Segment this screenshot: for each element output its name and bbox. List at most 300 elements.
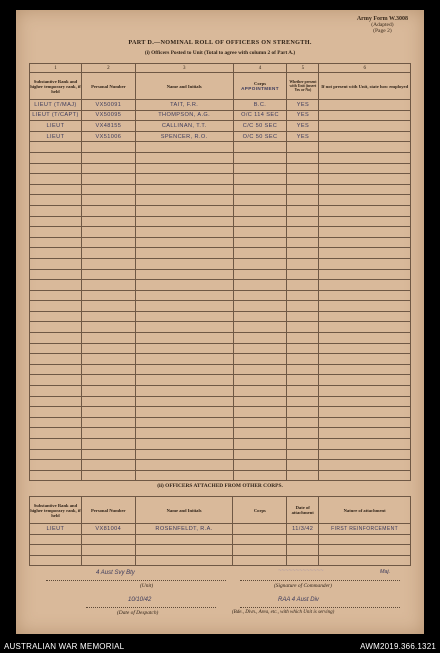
table-cell bbox=[287, 248, 319, 259]
signature-stamp: ~~~~~~~~~~~~~ bbox=[278, 568, 324, 574]
table-cell bbox=[30, 163, 82, 174]
column-number: 2 bbox=[81, 64, 135, 73]
column-header: Whether present with Unit (insert Yes or No) bbox=[287, 73, 319, 100]
table-cell bbox=[319, 396, 411, 407]
table-cell bbox=[319, 227, 411, 238]
table-row bbox=[30, 195, 411, 206]
table-row bbox=[30, 460, 411, 471]
table-cell bbox=[135, 142, 233, 153]
table-row bbox=[30, 396, 411, 407]
cell-value: 11/3/42 bbox=[292, 525, 314, 532]
table-row bbox=[30, 545, 411, 556]
column-header bbox=[233, 73, 287, 100]
table-cell bbox=[135, 195, 233, 206]
column-header: Name and Initials bbox=[135, 73, 233, 100]
table-cell bbox=[319, 439, 411, 450]
header-row bbox=[30, 497, 411, 524]
table-cell bbox=[81, 152, 135, 163]
table-row bbox=[30, 227, 411, 238]
table-cell bbox=[135, 100, 233, 111]
cell-value: LIEUT (T/CAPT) bbox=[32, 112, 79, 119]
table-cell bbox=[287, 439, 319, 450]
table-cell bbox=[287, 545, 319, 556]
table-cell bbox=[30, 545, 82, 556]
table-cell bbox=[319, 248, 411, 259]
table-cell bbox=[135, 439, 233, 450]
table-cell bbox=[30, 269, 82, 280]
table-cell bbox=[81, 269, 135, 280]
table-cell bbox=[81, 163, 135, 174]
table-cell bbox=[287, 449, 319, 460]
table-cell bbox=[233, 470, 287, 481]
table-cell bbox=[233, 290, 287, 301]
column-header: Personal Number bbox=[81, 497, 135, 524]
table-cell bbox=[30, 311, 82, 322]
table-cell bbox=[319, 311, 411, 322]
table-cell bbox=[135, 428, 233, 439]
table-cell bbox=[30, 524, 82, 535]
table-cell bbox=[30, 322, 82, 333]
unit-value: 4 Aust Svy Bty bbox=[96, 570, 135, 576]
bde-label: (Bde., Divn., Area, etc., with which Unit is serving) bbox=[232, 610, 335, 615]
table-cell bbox=[30, 205, 82, 216]
signature-rank: Maj. bbox=[380, 569, 391, 575]
table-cell bbox=[233, 248, 287, 259]
table-cell bbox=[287, 386, 319, 397]
table-cell bbox=[30, 248, 82, 259]
table-cell bbox=[81, 248, 135, 259]
table-cell bbox=[287, 227, 319, 238]
table-row bbox=[30, 343, 411, 354]
table-cell bbox=[233, 195, 287, 206]
table-cell bbox=[319, 290, 411, 301]
table-cell bbox=[135, 524, 233, 535]
table-cell bbox=[81, 470, 135, 481]
table-cell bbox=[319, 333, 411, 344]
table-cell bbox=[287, 142, 319, 153]
table-cell bbox=[135, 237, 233, 248]
table-cell bbox=[81, 364, 135, 375]
table-cell bbox=[287, 195, 319, 206]
table-cell bbox=[135, 333, 233, 344]
table-row bbox=[30, 354, 411, 365]
table-cell bbox=[233, 110, 287, 121]
table-cell bbox=[135, 163, 233, 174]
table-cell bbox=[135, 555, 233, 566]
cell-value: LIEUT bbox=[46, 122, 65, 129]
part-title: PART D.—NOMINAL ROLL OF OFFICERS ON STRENGTH. bbox=[128, 39, 312, 46]
table-cell bbox=[81, 100, 135, 111]
table-cell bbox=[319, 131, 411, 142]
form-page: (Page 2) bbox=[373, 28, 392, 35]
table-cell bbox=[287, 131, 319, 142]
table-cell bbox=[135, 280, 233, 291]
table-row bbox=[30, 269, 411, 280]
table-cell bbox=[81, 555, 135, 566]
column-header: Nature of attachment bbox=[319, 497, 411, 524]
table-cell bbox=[30, 195, 82, 206]
cell-value: O/C 50 SEC bbox=[242, 133, 278, 140]
table-cell bbox=[81, 386, 135, 397]
table-row bbox=[30, 534, 411, 545]
table-cell bbox=[135, 248, 233, 259]
table-cell bbox=[287, 121, 319, 132]
table-cell bbox=[233, 142, 287, 153]
table-cell bbox=[81, 417, 135, 428]
table-cell bbox=[319, 216, 411, 227]
column-header: If not present with Unit, state how employed bbox=[319, 73, 411, 100]
table-cell bbox=[135, 322, 233, 333]
date-label: (Date of Despatch) bbox=[117, 610, 159, 616]
table-row bbox=[30, 237, 411, 248]
table-cell bbox=[233, 258, 287, 269]
table-cell bbox=[81, 428, 135, 439]
table-cell bbox=[81, 110, 135, 121]
table-cell bbox=[319, 375, 411, 386]
table-cell bbox=[319, 184, 411, 195]
table-cell bbox=[30, 449, 82, 460]
table-cell bbox=[233, 364, 287, 375]
table-cell bbox=[135, 386, 233, 397]
table-cell bbox=[30, 152, 82, 163]
table-cell bbox=[30, 407, 82, 418]
table-cell bbox=[319, 343, 411, 354]
cell-value: VX51006 bbox=[95, 133, 122, 140]
table-cell bbox=[319, 100, 411, 111]
table-cell bbox=[30, 110, 82, 121]
table-row bbox=[30, 110, 411, 121]
table-cell bbox=[319, 195, 411, 206]
table-cell bbox=[287, 460, 319, 471]
table-cell bbox=[135, 301, 233, 312]
date-line bbox=[86, 607, 216, 608]
table-cell bbox=[287, 343, 319, 354]
table-cell bbox=[233, 237, 287, 248]
table-cell bbox=[319, 470, 411, 481]
column-number-row bbox=[30, 64, 411, 73]
table-cell bbox=[233, 428, 287, 439]
table-cell bbox=[287, 301, 319, 312]
table-cell bbox=[81, 333, 135, 344]
table-cell bbox=[135, 449, 233, 460]
table-cell bbox=[135, 184, 233, 195]
cell-value: YES bbox=[296, 101, 310, 108]
table-row bbox=[30, 100, 411, 111]
table-row bbox=[30, 258, 411, 269]
cell-value: VX50095 bbox=[95, 112, 122, 119]
table-cell bbox=[30, 237, 82, 248]
table-cell bbox=[135, 121, 233, 132]
table-cell bbox=[287, 470, 319, 481]
table-row bbox=[30, 428, 411, 439]
table-cell bbox=[319, 449, 411, 460]
credit-right: AWM2019.366.1321 bbox=[360, 642, 436, 651]
table-cell bbox=[233, 534, 287, 545]
table-cell bbox=[81, 301, 135, 312]
table-cell bbox=[319, 237, 411, 248]
table-cell bbox=[287, 237, 319, 248]
table-cell bbox=[287, 333, 319, 344]
cell-value: YES bbox=[296, 122, 310, 129]
table-cell bbox=[30, 343, 82, 354]
table-cell bbox=[30, 131, 82, 142]
table-cell bbox=[233, 354, 287, 365]
table-cell bbox=[287, 163, 319, 174]
column-header-corps: Corps bbox=[254, 81, 267, 86]
table-row bbox=[30, 364, 411, 375]
cell-value: ROSENFELDT, R.A. bbox=[155, 525, 213, 532]
table-cell bbox=[287, 407, 319, 418]
table-cell bbox=[81, 142, 135, 153]
table-cell bbox=[135, 417, 233, 428]
table-cell bbox=[81, 545, 135, 556]
table-cell bbox=[81, 121, 135, 132]
table-cell bbox=[233, 216, 287, 227]
table-cell bbox=[233, 121, 287, 132]
table-cell bbox=[287, 396, 319, 407]
table-row bbox=[30, 322, 411, 333]
table-cell bbox=[81, 174, 135, 185]
table-cell bbox=[81, 195, 135, 206]
table-row bbox=[30, 248, 411, 259]
table-cell bbox=[30, 290, 82, 301]
table-cell bbox=[30, 121, 82, 132]
table-cell bbox=[319, 152, 411, 163]
table-cell bbox=[81, 534, 135, 545]
cell-value: LIEUT (T/MAJ) bbox=[34, 101, 77, 108]
table-cell bbox=[287, 258, 319, 269]
table-cell bbox=[287, 428, 319, 439]
cell-value: YES bbox=[296, 133, 310, 140]
table-cell bbox=[319, 174, 411, 185]
table-cell bbox=[233, 163, 287, 174]
signature-line bbox=[240, 580, 400, 581]
table-cell bbox=[81, 216, 135, 227]
column-header: Personal Number bbox=[81, 73, 135, 100]
column-number: 5 bbox=[287, 64, 319, 73]
table-row bbox=[30, 174, 411, 185]
table-cell bbox=[287, 205, 319, 216]
table-cell bbox=[30, 354, 82, 365]
table-cell bbox=[30, 227, 82, 238]
table-row bbox=[30, 205, 411, 216]
table-cell bbox=[233, 174, 287, 185]
table-cell bbox=[135, 152, 233, 163]
column-header: Substantive Rank and higher temporary rank, if held bbox=[30, 73, 82, 100]
table-cell bbox=[233, 524, 287, 535]
table-cell bbox=[81, 258, 135, 269]
table-cell bbox=[233, 396, 287, 407]
table-cell bbox=[30, 375, 82, 386]
column-header: Name and Initials bbox=[135, 497, 233, 524]
table-cell bbox=[30, 184, 82, 195]
credit-bar bbox=[0, 640, 440, 653]
table-row bbox=[30, 524, 411, 535]
table-cell bbox=[30, 534, 82, 545]
cell-value: CALLINAN, T.T. bbox=[161, 122, 207, 129]
table-cell bbox=[233, 343, 287, 354]
table-cell bbox=[81, 290, 135, 301]
section2-title: (ii) OFFICERS ATTACHED FROM OTHER CORPS. bbox=[157, 483, 283, 489]
table-cell bbox=[287, 555, 319, 566]
cell-value: C/C 50 SEC bbox=[242, 122, 278, 129]
table-row bbox=[30, 290, 411, 301]
column-header: Date of attachment bbox=[287, 497, 319, 524]
table-cell bbox=[233, 460, 287, 471]
table-cell bbox=[233, 386, 287, 397]
column-number: 6 bbox=[319, 64, 411, 73]
corps-note: APPOINTMENT bbox=[241, 86, 279, 91]
table-row bbox=[30, 417, 411, 428]
table-row bbox=[30, 280, 411, 291]
table-row bbox=[30, 311, 411, 322]
cell-value: YES bbox=[296, 112, 310, 119]
table-cell bbox=[81, 237, 135, 248]
cell-value: TAIT, F.R. bbox=[170, 101, 199, 108]
table-cell bbox=[319, 386, 411, 397]
table-cell bbox=[287, 290, 319, 301]
table-cell bbox=[81, 205, 135, 216]
table-cell bbox=[233, 269, 287, 280]
table-cell bbox=[30, 460, 82, 471]
table-cell bbox=[30, 301, 82, 312]
cell-value: LIEUT bbox=[46, 525, 65, 532]
table-cell bbox=[81, 311, 135, 322]
table-cell bbox=[30, 417, 82, 428]
table-cell bbox=[135, 311, 233, 322]
table-cell bbox=[287, 110, 319, 121]
table-cell bbox=[81, 407, 135, 418]
table-cell bbox=[81, 184, 135, 195]
credit-left: AUSTRALIAN WAR MEMORIAL bbox=[4, 642, 125, 651]
table-cell bbox=[319, 142, 411, 153]
table-cell bbox=[135, 131, 233, 142]
table-cell bbox=[81, 131, 135, 142]
table-cell bbox=[30, 142, 82, 153]
column-number: 1 bbox=[30, 64, 82, 73]
header-row bbox=[30, 73, 411, 100]
table-cell bbox=[233, 205, 287, 216]
cell-value: FIRST REINFORCEMENT bbox=[331, 525, 399, 532]
table-cell bbox=[135, 290, 233, 301]
table-cell bbox=[287, 364, 319, 375]
table-row bbox=[30, 142, 411, 153]
table-cell bbox=[233, 301, 287, 312]
table-cell bbox=[135, 375, 233, 386]
table-row bbox=[30, 301, 411, 312]
table-cell bbox=[30, 386, 82, 397]
table-cell bbox=[135, 364, 233, 375]
table-cell bbox=[135, 354, 233, 365]
table-cell bbox=[81, 280, 135, 291]
bde-line bbox=[240, 607, 400, 608]
table-cell bbox=[319, 269, 411, 280]
table-cell bbox=[233, 184, 287, 195]
cell-value: VX81004 bbox=[95, 525, 122, 532]
table-cell bbox=[135, 205, 233, 216]
table-cell bbox=[30, 470, 82, 481]
table-cell bbox=[81, 439, 135, 450]
form-sheet bbox=[16, 10, 424, 634]
table-cell bbox=[287, 311, 319, 322]
table-cell bbox=[81, 460, 135, 471]
table-cell bbox=[135, 534, 233, 545]
table-cell bbox=[135, 343, 233, 354]
bde-value: RAA 4 Aust Div bbox=[278, 597, 319, 603]
form-adapted: (Adapted) bbox=[371, 22, 394, 29]
table-cell bbox=[30, 428, 82, 439]
table-cell bbox=[81, 396, 135, 407]
cell-value: B.C. bbox=[253, 101, 267, 108]
unit-line bbox=[46, 580, 226, 581]
table-cell bbox=[81, 322, 135, 333]
table-cell bbox=[135, 470, 233, 481]
table-cell bbox=[319, 322, 411, 333]
table-cell bbox=[233, 131, 287, 142]
table-cell bbox=[287, 152, 319, 163]
cell-value: SPENCER, R.O. bbox=[160, 133, 208, 140]
table-cell bbox=[319, 205, 411, 216]
signature-label: (Signature of Commander) bbox=[274, 583, 332, 589]
table-cell bbox=[287, 174, 319, 185]
table-cell bbox=[30, 555, 82, 566]
table-cell bbox=[287, 322, 319, 333]
table-cell bbox=[287, 184, 319, 195]
table-row bbox=[30, 407, 411, 418]
table-cell bbox=[135, 407, 233, 418]
table-cell bbox=[30, 258, 82, 269]
form-name: Army Form W.3008 bbox=[356, 16, 408, 22]
table-cell bbox=[319, 258, 411, 269]
table-row bbox=[30, 470, 411, 481]
table-row bbox=[30, 121, 411, 132]
table-cell bbox=[81, 375, 135, 386]
date-value: 10/10/42 bbox=[128, 597, 152, 603]
table-cell bbox=[287, 417, 319, 428]
table-cell bbox=[287, 100, 319, 111]
table-cell bbox=[233, 100, 287, 111]
table-cell bbox=[233, 152, 287, 163]
table-cell bbox=[319, 534, 411, 545]
officers-posted-table bbox=[29, 63, 411, 481]
table-cell bbox=[135, 110, 233, 121]
table-row bbox=[30, 152, 411, 163]
table-row bbox=[30, 131, 411, 142]
table-cell bbox=[319, 354, 411, 365]
table-cell bbox=[319, 524, 411, 535]
table-cell bbox=[233, 280, 287, 291]
table-cell bbox=[287, 216, 319, 227]
table-row bbox=[30, 386, 411, 397]
table-cell bbox=[319, 417, 411, 428]
table-cell bbox=[287, 375, 319, 386]
table-cell bbox=[30, 100, 82, 111]
column-number: 4 bbox=[233, 64, 287, 73]
table-cell bbox=[30, 216, 82, 227]
table-row bbox=[30, 555, 411, 566]
table-cell bbox=[319, 121, 411, 132]
table-cell bbox=[30, 396, 82, 407]
table-cell bbox=[233, 449, 287, 460]
table-row bbox=[30, 184, 411, 195]
table-cell bbox=[135, 216, 233, 227]
unit-label: (Unit) bbox=[140, 583, 154, 589]
table-row bbox=[30, 333, 411, 344]
table-cell bbox=[319, 428, 411, 439]
form-reference bbox=[357, 16, 408, 35]
table-cell bbox=[233, 439, 287, 450]
table-row bbox=[30, 216, 411, 227]
